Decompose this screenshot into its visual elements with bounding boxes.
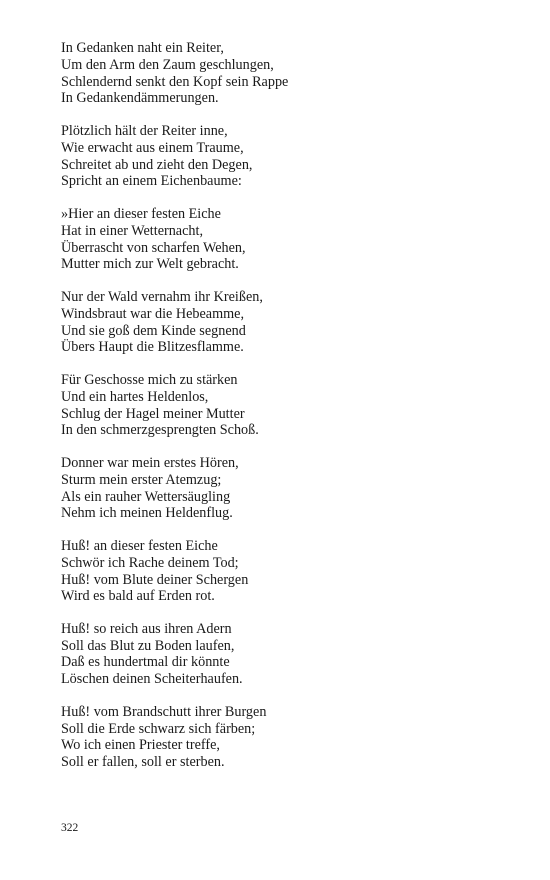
verse-line: Soll das Blut zu Boden laufen, [61,637,235,654]
verse-line: »Hier an dieser festen Eiche [61,205,221,222]
verse-line: Als ein rauher Wettersäugling [61,488,231,505]
verse-line: Wo ich einen Priester treffe, [61,737,220,754]
verse-line: Hat in einer Wetternacht, [61,222,203,239]
verse-line: Schwör ich Rache deinem Tod; [61,554,239,571]
verse-line: Sturm mein erster Atemzug; [61,471,222,488]
verse-line: Spricht an einem Eichenbaume: [61,173,242,190]
verse-line: Huß! so reich aus ihren Adern [61,620,232,637]
verse-line: Schlug der Hagel meiner Mutter [61,405,245,422]
verse-line: Huß! vom Blute deiner Schergen [61,571,249,588]
verse-line: In Gedanken naht ein Reiter, [61,40,224,56]
verse-line: Für Geschosse mich zu stärken [61,371,238,388]
verse-line: Wird es bald auf Erden rot. [61,588,215,605]
stanza [61,538,521,605]
verse-line: Windsbraut war die Hebeamme, [61,305,245,322]
verse-line: Daß es hundertmal dir könnte [61,654,230,671]
verse-line: Und sie goß dem Kinde segnend [61,322,246,339]
stanza [61,372,521,439]
stanza [61,206,521,273]
page-number: 322 [61,822,79,834]
verse-line: Donner war mein erstes Hören, [61,454,239,471]
stanza [61,123,521,190]
verse-line: Wie erwacht aus einem Traume, [61,139,244,156]
verse-line: Mutter mich zur Welt gebracht. [61,256,239,273]
verse-line: Um den Arm den Zaum geschlungen, [61,56,274,73]
verse-line: Huß! vom Brandschutt ihrer Burgen [61,703,267,720]
verse-line: Übers Haupt die Blitzesflamme. [61,339,244,356]
verse-line: In den schmerzgesprengten Schoß. [61,422,259,439]
verse-line: Löschen deinen Scheiterhaufen. [61,671,243,688]
verse-line: In Gedankendämmerungen. [61,90,219,107]
poem-body [61,40,521,787]
verse-line: Schlendernd senkt den Kopf sein Rappe [61,73,289,90]
stanza [61,40,521,107]
verse-line: Plötzlich hält der Reiter inne, [61,122,228,139]
stanza [61,704,521,771]
verse-line: Schreitet ab und zieht den Degen, [61,156,253,173]
stanza [61,455,521,522]
verse-line: Soll er fallen, soll er sterben. [61,754,225,771]
verse-line: Überrascht von scharfen Wehen, [61,239,246,256]
verse-line: Und ein hartes Heldenlos, [61,388,209,405]
verse-line: Huß! an dieser festen Eiche [61,537,218,554]
verse-line: Soll die Erde schwarz sich färben; [61,720,256,737]
verse-line: Nehm ich meinen Heldenflug. [61,505,233,522]
stanza [61,621,521,688]
verse-line: Nur der Wald vernahm ihr Kreißen, [61,288,263,305]
stanza [61,289,521,356]
